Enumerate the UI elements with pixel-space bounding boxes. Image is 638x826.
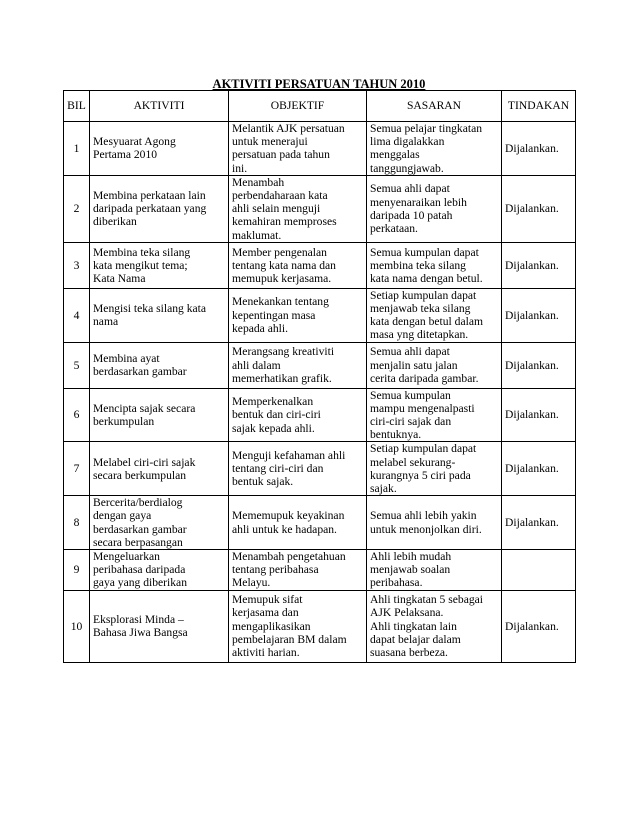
cell-bil xyxy=(64,590,90,662)
cell-tindakan xyxy=(502,288,576,342)
cell-aktiviti xyxy=(90,175,229,242)
cell-objektif-text: Member pengenalan tentang kata nama dan memupuk kerjasama. xyxy=(232,245,336,285)
table-row xyxy=(64,550,576,591)
cell-aktiviti-text: Melabel ciri-ciri sajak secara berkumpulan xyxy=(93,455,196,482)
cell-sasaran xyxy=(367,288,502,342)
cell-bil-text: 9 xyxy=(73,563,80,577)
table-row xyxy=(64,496,576,550)
cell-sasaran-text: Ahli tingkatan 5 sebagai AJK Pelaksana. Ahli tingkatan lain dapat belajar dalam suasana berbeza. xyxy=(370,593,484,659)
cell-objektif-text: Menambah perbendaharaan kata ahli selain menguji kemahiran memproses maklumat. xyxy=(232,175,337,242)
cell-sasaran-text: Setiap kumpulan dapat menjawab teka silang kata dengan betul dalam masa yng ditetapkan. xyxy=(370,288,483,342)
cell-tindakan xyxy=(502,590,576,662)
cell-sasaran-text: Semua pelajar tingkatan lima digalakkan menggalas tanggungjawab. xyxy=(370,122,483,175)
cell-tindakan xyxy=(502,242,576,288)
header-aktiviti: AKTIVITI xyxy=(90,91,229,122)
cell-sasaran xyxy=(367,388,502,442)
cell-sasaran-text: Semua kumpulan dapat membina teka silang kata nama dengan betul. xyxy=(370,245,483,285)
cell-tindakan xyxy=(502,442,576,496)
cell-aktiviti xyxy=(90,288,229,342)
table-row xyxy=(64,175,576,242)
cell-sasaran-text: Semua ahli dapat menyenaraikan lebih daripada 10 patah perkataan. xyxy=(370,182,467,236)
cell-sasaran xyxy=(367,590,502,662)
cell-objektif xyxy=(229,550,367,591)
cell-bil-text: 1 xyxy=(73,141,80,155)
cell-bil xyxy=(64,550,90,591)
cell-aktiviti xyxy=(90,442,229,496)
cell-objektif xyxy=(229,342,367,388)
cell-tindakan xyxy=(502,122,576,176)
cell-tindakan-text: Dijalankan. xyxy=(505,308,559,322)
cell-tindakan-text: Dijalankan. xyxy=(505,408,559,422)
table-row xyxy=(64,388,576,442)
cell-aktiviti-text: Membina perkataan lain daripada perkataan yang diberikan xyxy=(93,189,207,229)
header-tindakan: TINDAKAN xyxy=(502,91,576,122)
cell-aktiviti-text: Membina ayat berdasarkan gambar xyxy=(93,351,187,379)
header-objektif: OBJEKTIF xyxy=(229,91,367,122)
cell-objektif-text: Menambah pengetahuan tentang peribahasa Melayu. xyxy=(232,550,346,590)
cell-objektif xyxy=(229,288,367,342)
cell-sasaran-text: Semua kumpulan mampu mengenalpasti ciri-ciri sajak dan bentuknya. xyxy=(370,388,475,442)
cell-objektif xyxy=(229,590,367,662)
cell-objektif xyxy=(229,175,367,242)
cell-aktiviti xyxy=(90,388,229,442)
cell-aktiviti-text: Bercerita/berdialog dengan gaya berdasarkan gambar secara berpasangan xyxy=(93,496,187,549)
cell-aktiviti-text: Membina teka silang kata mengikut tema; Kata Nama xyxy=(93,245,191,285)
cell-sasaran xyxy=(367,122,502,176)
cell-tindakan xyxy=(502,175,576,242)
table-row xyxy=(64,442,576,496)
cell-tindakan-text: Dijalankan. xyxy=(505,516,559,530)
header-bil: BIL xyxy=(64,91,90,122)
cell-bil-text: 10 xyxy=(70,619,83,633)
cell-objektif-text: Memperkenalkan bentuk dan ciri-ciri sajak kepada ahli. xyxy=(232,395,321,435)
table-row xyxy=(64,122,576,176)
cell-objektif-text: Menekankan tentang kepentingan masa kepada ahli. xyxy=(232,295,329,335)
table-row xyxy=(64,242,576,288)
cell-sasaran xyxy=(367,342,502,388)
cell-aktiviti xyxy=(90,590,229,662)
header-sasaran: SASARAN xyxy=(367,91,502,122)
cell-aktiviti xyxy=(90,122,229,176)
cell-tindakan-text: Dijalankan. xyxy=(505,462,559,476)
table-row xyxy=(64,288,576,342)
cell-objektif xyxy=(229,496,367,550)
cell-bil xyxy=(64,342,90,388)
cell-objektif xyxy=(229,442,367,496)
activity-table xyxy=(63,90,576,663)
cell-aktiviti xyxy=(90,496,229,550)
cell-sasaran xyxy=(367,242,502,288)
cell-bil-text: 7 xyxy=(73,462,80,476)
cell-aktiviti-text: Mencipta sajak secara berkumpulan xyxy=(93,401,196,429)
cell-sasaran-text: Semua ahli lebih yakin untuk menonjolkan diri. xyxy=(370,509,482,536)
cell-tindakan xyxy=(502,388,576,442)
cell-sasaran-text: Semua ahli dapat menjalin satu jalan cerita daripada gambar. xyxy=(370,345,479,385)
cell-tindakan-text: Dijalankan. xyxy=(505,619,559,633)
cell-aktiviti-text: Mengeluarkan peribahasa daripada gaya yang diberikan xyxy=(93,550,188,590)
cell-tindakan-text: Dijalankan. xyxy=(505,202,559,216)
cell-aktiviti-text: Mesyuarat Agong Pertama 2010 xyxy=(93,135,176,162)
cell-sasaran xyxy=(367,175,502,242)
cell-bil xyxy=(64,288,90,342)
table-body xyxy=(64,122,576,663)
cell-bil xyxy=(64,496,90,550)
table-header-row xyxy=(64,91,576,122)
cell-objektif-text: Mememupuk keyakinan ahli untuk ke hadapan. xyxy=(232,509,345,536)
table-row xyxy=(64,590,576,662)
cell-objektif xyxy=(229,242,367,288)
cell-sasaran xyxy=(367,550,502,591)
cell-tindakan-text: Dijalankan. xyxy=(505,141,559,155)
cell-bil xyxy=(64,442,90,496)
cell-bil xyxy=(64,122,90,176)
cell-objektif-text: Memupuk sifat kerjasama dan mengaplikasikan pembelajaran BM dalam aktiviti harian. xyxy=(232,593,347,659)
cell-sasaran-text: Ahli lebih mudah menjawab soalan peribahasa. xyxy=(370,550,452,590)
cell-bil xyxy=(64,242,90,288)
cell-objektif xyxy=(229,388,367,442)
cell-aktiviti xyxy=(90,242,229,288)
cell-bil-text: 3 xyxy=(73,258,80,272)
cell-bil-text: 8 xyxy=(73,516,80,530)
cell-sasaran-text: Setiap kumpulan dapat melabel sekurang- kurangnya 5 ciri pada sajak. xyxy=(370,442,477,496)
cell-objektif xyxy=(229,122,367,176)
cell-objektif-text: Merangsang kreativiti ahli dalam memerhatikan grafik. xyxy=(232,345,335,385)
cell-bil xyxy=(64,388,90,442)
cell-tindakan xyxy=(502,496,576,550)
cell-objektif-text: Melantik AJK persatuan untuk menerajui persatuan pada tahun ini. xyxy=(232,122,345,175)
cell-sasaran xyxy=(367,442,502,496)
cell-aktiviti-text: Mengisi teka silang kata nama xyxy=(93,302,207,329)
cell-aktiviti-text: Eksplorasi Minda – Bahasa Jiwa Bangsa xyxy=(93,612,188,640)
cell-bil-text: 6 xyxy=(73,408,80,422)
cell-aktiviti xyxy=(90,550,229,591)
cell-tindakan-text: Dijalankan. xyxy=(505,258,559,272)
cell-tindakan xyxy=(502,342,576,388)
cell-bil xyxy=(64,175,90,242)
cell-bil-text: 4 xyxy=(73,308,80,322)
cell-objektif-text: Menguji kefahaman ahli tentang ciri-ciri dan bentuk sajak. xyxy=(232,449,346,489)
cell-bil-text: 2 xyxy=(73,202,80,216)
cell-sasaran xyxy=(367,496,502,550)
cell-bil-text: 5 xyxy=(73,358,80,372)
table-row xyxy=(64,342,576,388)
cell-aktiviti xyxy=(90,342,229,388)
document-title: AKTIVITI PERSATUAN TAHUN 2010 xyxy=(212,77,426,91)
cell-tindakan-text: Dijalankan. xyxy=(505,358,559,372)
cell-tindakan xyxy=(502,550,576,591)
